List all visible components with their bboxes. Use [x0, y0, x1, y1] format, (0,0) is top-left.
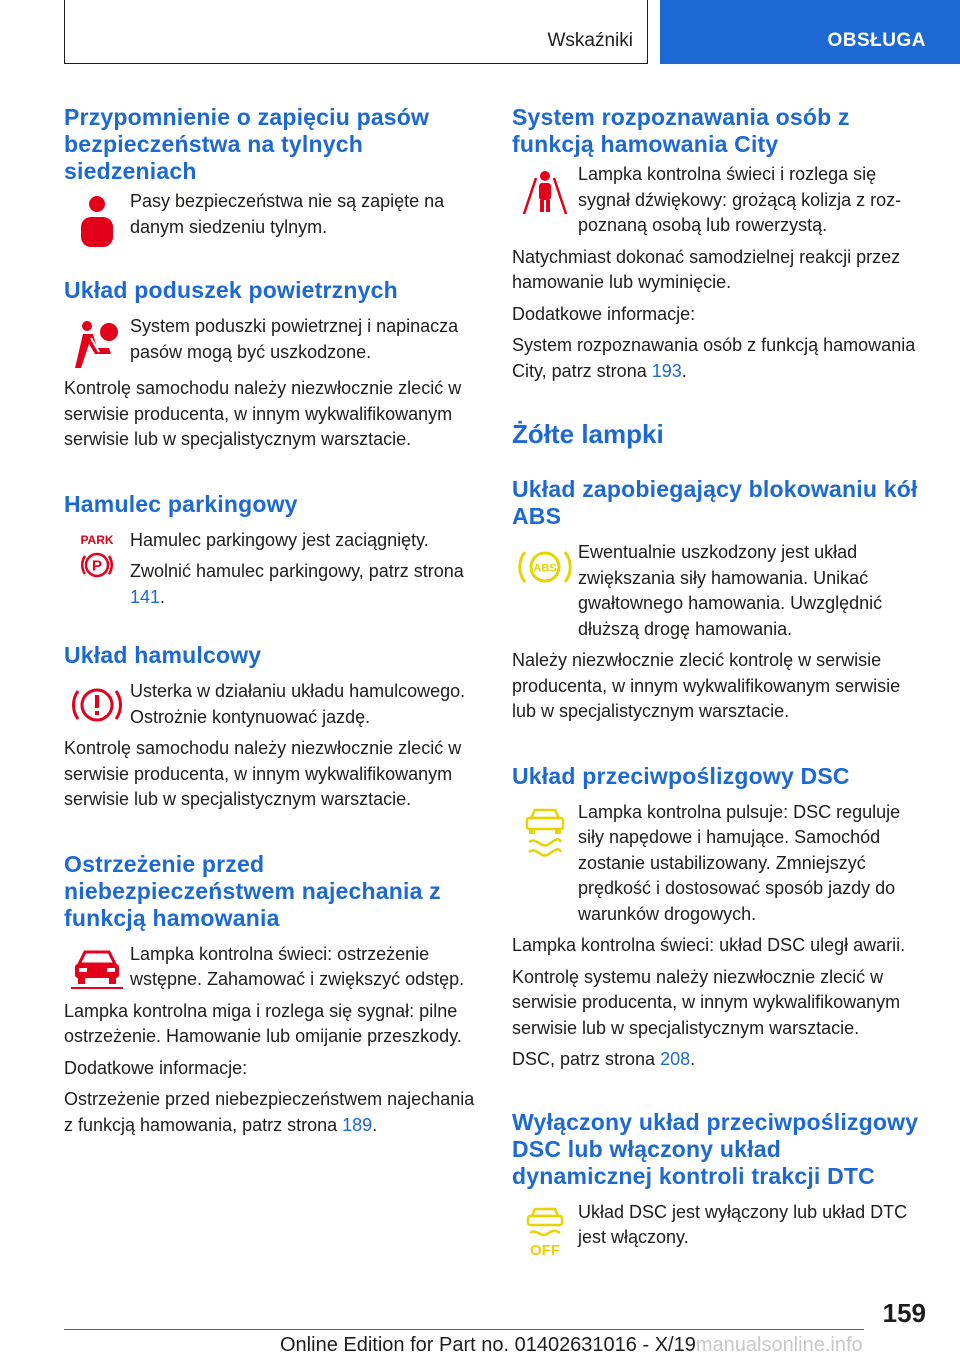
footer-divider	[64, 1329, 864, 1330]
collision-warning-text-3: Dodatkowe informacje:	[64, 1057, 248, 1078]
dtc-item	[512, 1200, 926, 1260]
brake-system-item	[64, 679, 478, 730]
header-section-label: Wskaźniki	[547, 30, 633, 51]
page-link-189[interactable]: 189	[342, 1114, 373, 1135]
page-number: 159	[882, 1298, 926, 1328]
front-collision-icon	[64, 942, 130, 990]
footer-watermark: manualsonline.info	[695, 1334, 863, 1356]
belt-reminder-text: Pasy bezpieczeństwa nie są zapięte na danym siedzeniu tylnym.	[130, 191, 445, 237]
airbag-item	[64, 314, 478, 370]
header-tab	[660, 0, 960, 64]
city-braking-text-1: Lampka kontrolna świeci i rozlega się sygnał dźwiękowy: grożącą kolizja z rozpoznaną osobą lub rowerzystą.	[578, 164, 902, 235]
pedestrian-warning-icon	[512, 162, 578, 220]
abs-item	[512, 540, 926, 642]
brake-system-text-1: Usterka w działaniu układu hamulcowego. Ostrożnie kontynuować jazdę.	[130, 681, 466, 727]
page-link-193[interactable]: 193	[651, 360, 682, 381]
left-column	[64, 100, 478, 1138]
right-column	[512, 100, 926, 1260]
city-braking-text-2: Natychmiast dokonać samodzielnej reakcji przez hamowanie lub wyminięcie.	[512, 246, 901, 292]
dsc-title: Układ przeciwpoślizgowy DSC	[512, 762, 850, 789]
dsc-text-3: Kontrolę systemu należy niezwłocznie zlecić w serwisie producenta, w innym wykwalifikowanym serwisie lub w specjalistycznym warsztacie.	[512, 966, 901, 1038]
dsc-item	[512, 800, 926, 928]
page-link-141[interactable]: 141	[130, 586, 161, 607]
dsc-icon	[512, 800, 578, 860]
city-braking-title: System rozpoznawania osób z funkcją hamowania City	[512, 104, 850, 157]
dsc-text-1: Lampka kontrolna pulsuje: DSC reguluje siły napędowe i hamujące. Samochód zostanie ustabilizowany. Zmniejszyć prędkość i dostosować sposób jazdy do warunków drogowych.	[578, 801, 901, 924]
abs-text-2: Należy niezwłocznie zlecić kontrolę w serwisie producenta, w innym wykwalifikowanym serwisie lub w specjalistycznym warsztacie.	[512, 650, 901, 721]
page-link-208[interactable]: 208	[660, 1049, 691, 1069]
dtc-title: Wyłączony układ przeciwpoślizgowy DSC lub włączony układ dynamicznej kontroli trakcji DTC	[512, 1108, 919, 1189]
off-icon-label: OFF	[530, 1241, 560, 1259]
belt-reminder-title: Przypomnienie o zapięciu pasów bezpieczeństwa na tylnych siedzeniach	[64, 104, 430, 184]
park-icon-label: PARK	[80, 532, 114, 547]
dsc-off-icon	[512, 1200, 578, 1260]
airbag-text-2: Kontrolę samochodu należy niezwłocznie zlecić w serwisie producenta, w innym wykwalifikowanym serwisie lub w specjalistycznym warsztacie.	[64, 378, 462, 449]
footer-edition: Online Edition for Part no. 01402631016 - X/19manualsonline.info	[280, 1334, 863, 1356]
dsc-text-2: Lampka kontrolna świeci: układ DSC uległ awarii.	[512, 935, 906, 955]
svg-text:P: P	[91, 557, 103, 574]
city-braking-text-4: System rozpoznawania osób z funkcją hamowania City, patrz strona 193.	[512, 335, 916, 381]
seat-occupant-icon	[64, 189, 130, 249]
airbag-title: Układ poduszek powietrznych	[64, 277, 398, 303]
parking-brake-title: Hamulec parkingowy	[64, 490, 298, 517]
belt-reminder-item	[64, 189, 478, 249]
parking-brake-text-1: Hamulec parkingowy jest zaciągnięty.	[130, 529, 429, 550]
city-braking-text-3: Dodatkowe informacje:	[512, 303, 696, 324]
collision-warning-text-1: Lampka kontrolna świeci: ostrzeżenie wstępne. Zahamować i zwiększyć odstęp.	[130, 943, 465, 989]
parking-brake-icon	[64, 528, 130, 582]
abs-title: Układ zapobiegający blokowaniu kół ABS	[512, 476, 918, 529]
abs-text-1: Ewentualnie uszkodzony jest układ zwiększania siły hamowania. Unikać gwałtownego hamowania. Uwzględnić dłuższą drogę hamowania.	[578, 542, 883, 639]
airbag-icon	[64, 314, 130, 370]
header-frame	[64, 0, 648, 64]
abs-icon	[512, 540, 578, 590]
header-tab-label: OBSŁUGA	[827, 30, 926, 51]
dsc-text-4: DSC, patrz strona 208.	[512, 1049, 696, 1069]
brake-system-title: Układ hamulcowy	[64, 642, 262, 668]
brake-system-text-2: Kontrolę samochodu należy niezwłocznie zlecić w serwisie producenta, w innym wykwalifikowanym serwisie lub w specjalistycznym warsztacie.	[64, 738, 462, 809]
parking-brake-text-2: Zwolnić hamulec parkingowy, patrz strona 141.	[130, 561, 464, 607]
city-braking-item	[512, 162, 926, 239]
collision-warning-item	[64, 942, 478, 993]
collision-warning-title: Ostrzeżenie przed niebezpieczeństwem najechania z funkcją hamowania	[64, 850, 441, 931]
yellow-lights-heading: Żółte lampki	[512, 419, 664, 449]
abs-icon-label: ABS	[533, 562, 557, 575]
collision-warning-text-2: Lampka kontrolna miga i rozlega się sygnał: pilne ostrzeżenie. Hamowanie lub omijanie przeszkody.	[64, 1000, 462, 1046]
parking-brake-item	[64, 528, 478, 611]
collision-warning-text-4: Ostrzeżenie przed niebezpieczeństwem najechania z funkcją hamowania, patrz strona 189.	[64, 1089, 475, 1135]
brake-warning-icon	[64, 679, 130, 727]
dtc-text: Układ DSC jest wyłączony lub układ DTC jest włączony.	[578, 1201, 908, 1247]
airbag-text-1: System poduszki powietrznej i napinacza pasów mogą być uszkodzone.	[130, 316, 459, 362]
